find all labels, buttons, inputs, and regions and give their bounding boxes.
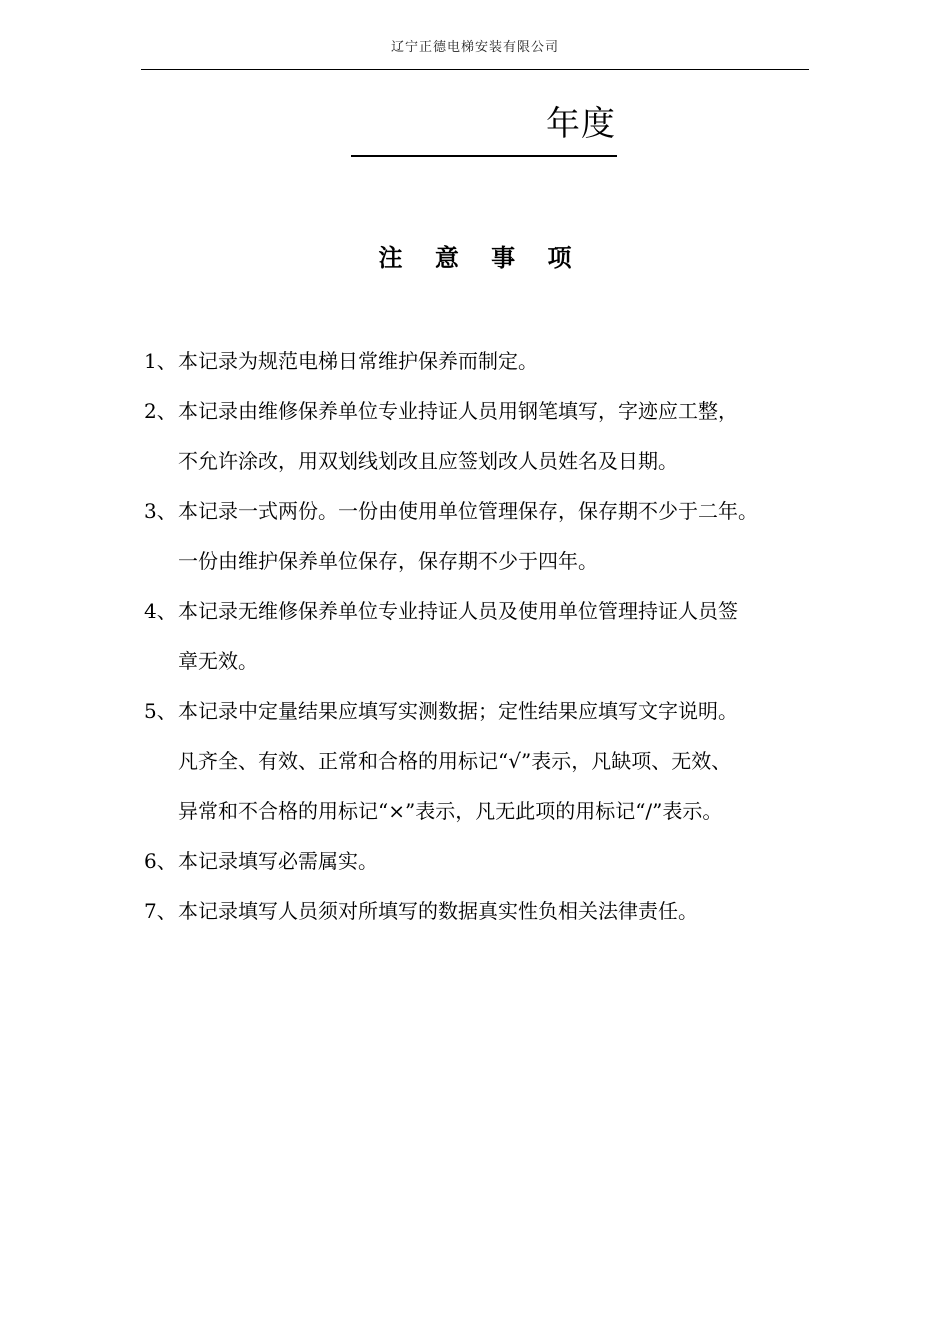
notice-item-text: 本记录为规范电梯日常维护保养而制定。 — [178, 349, 538, 373]
notice-item-text: 章无效。 — [178, 649, 258, 673]
notice-item-text: 本记录中定量结果应填写实测数据；定性结果应填写文字说明。 — [178, 699, 738, 723]
notice-item-number: 4、 — [144, 599, 177, 623]
notice-item-text: 本记录由维修保养单位专业持证人员用钢笔填写，字迹应工整， — [178, 399, 738, 423]
notice-item-6 — [144, 836, 814, 886]
notice-item-text: 本记录无维修保养单位专业持证人员及使用单位管理持证人员签 — [178, 599, 738, 623]
year-label: 年度 — [546, 104, 616, 144]
notice-title-char: 项 — [547, 244, 572, 272]
notice-item-4 — [144, 586, 814, 686]
notice-item-number: 3、 — [144, 499, 177, 523]
notice-item-number: 5、 — [144, 699, 177, 723]
notice-item-5 — [144, 686, 814, 836]
notice-list — [144, 336, 814, 936]
notice-item-number: 7、 — [144, 899, 177, 923]
notice-title-char: 注 — [378, 244, 403, 272]
page-header-company: 辽宁正德电梯安装有限公司 — [390, 40, 559, 55]
notice-item-text: 异常和不合格的用标记“×”表示，凡无此项的用标记“/”表示。 — [178, 799, 723, 823]
notice-item-text: 一份由维护保养单位保存，保存期不少于四年。 — [178, 549, 598, 573]
notice-item-text: 凡齐全、有效、正常和合格的用标记“√”表示，凡缺项、无效、 — [178, 749, 732, 773]
notice-item-text: 不允许涂改，用双划线划改且应签划改人员姓名及日期。 — [178, 449, 678, 473]
notice-item-1 — [144, 336, 814, 386]
notice-item-7 — [144, 886, 814, 936]
notice-item-number: 1、 — [144, 349, 177, 373]
notice-item-text: 本记录填写人员须对所填写的数据真实性负相关法律责任。 — [178, 899, 698, 923]
notice-item-number: 2、 — [144, 399, 177, 423]
year-fill-line — [351, 155, 617, 157]
notice-item-number: 6、 — [144, 849, 177, 873]
notice-item-text: 本记录填写必需属实。 — [178, 849, 378, 873]
notice-item-3 — [144, 486, 814, 586]
notice-title — [0, 240, 950, 276]
header-divider — [141, 69, 809, 70]
notice-title-char: 事 — [491, 244, 516, 272]
notice-title-char: 意 — [434, 244, 459, 272]
notice-item-2 — [144, 386, 814, 486]
notice-item-text: 本记录一式两份。一份由使用单位管理保存，保存期不少于二年。 — [178, 499, 758, 523]
